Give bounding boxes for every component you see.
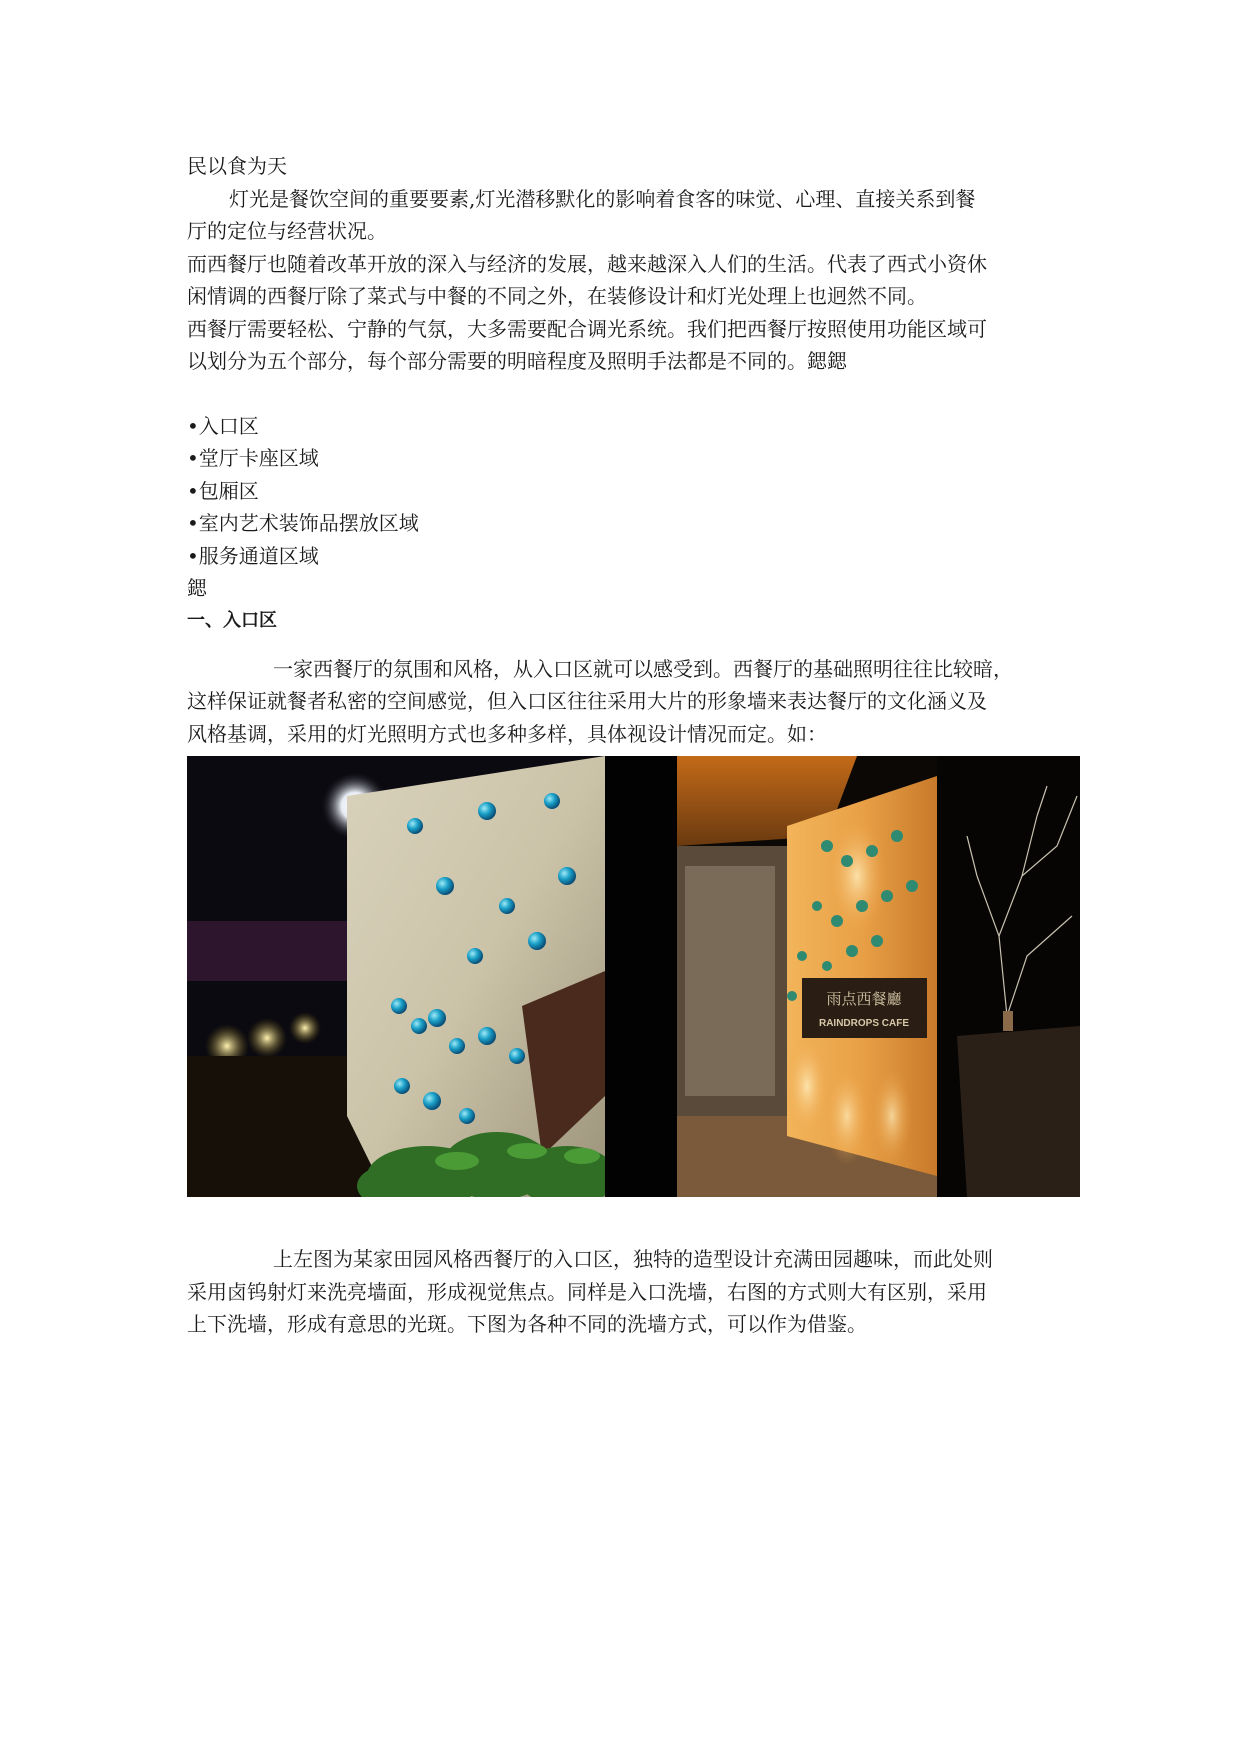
section-paragraph-line: 这样保证就餐者私密的空间感觉，但入口区往往采用大片的形象墙来表达餐厅的文化涵义及 — [187, 689, 987, 713]
separator-glyph: 鍶 — [187, 576, 207, 600]
intro-line: 而西餐厅也随着改革开放的深入与经济的发展，越来越深入人们的生活。代表了西式小资休 — [187, 251, 987, 276]
section-paragraph-line: 一家西餐厅的氛围和风格，从入口区就可以感受到。西餐厅的基础照明往往比较暗， — [273, 656, 1013, 681]
area-list-item: •包厢区 — [187, 478, 259, 503]
area-list-item: •室内艺术装饰品摆放区域 — [187, 511, 419, 535]
cafe-sign-cn: 雨点西餐廳 — [826, 991, 902, 1008]
section-heading: 一、入口区 — [187, 609, 277, 631]
doc-title: 民以食为天 — [187, 154, 287, 178]
cafe-sign-en: RAINDROPS CAFE — [818, 1018, 910, 1029]
intro-line: 灯光是餐饮空间的重要要素,灯光潜移默化的影响着食客的味觉、心理、直接关系到餐 — [229, 186, 976, 211]
intro-line: 以划分为五个部分，每个部分需要的明暗程度及照明手法都是不同的。鍶鍶 — [187, 349, 847, 373]
area-list-item: •入口区 — [187, 413, 259, 438]
caption-line: 采用卤钨射灯来洗亮墙面，形成视觉焦点。同样是入口洗墙，右图的方式则大有区别，采用 — [187, 1279, 987, 1304]
entrance-photos — [187, 756, 1080, 1197]
section-paragraph-line: 风格基调，采用的灯光照明方式也多种多样，具体视设计情况而定。如： — [187, 721, 827, 746]
intro-line: 西餐厅需要轻松、宁静的气氛，大多需要配合调光系统。我们把西餐厅按照使用功能区域可 — [187, 316, 987, 341]
blank-line — [187, 378, 1087, 410]
intro-line: 厅的定位与经营状况。 — [187, 219, 387, 243]
photo-garden-entrance — [187, 756, 605, 1197]
area-list-item: •堂厅卡座区域 — [187, 446, 319, 470]
intro-line: 闲情调的西餐厅除了菜式与中餐的不同之外，在装修设计和灯光处理上也迥然不同。 — [187, 284, 927, 308]
caption-line: 上左图为某家田园风格西餐厅的入口区，独特的造型设计充满田园趣味，而此处则 — [273, 1247, 993, 1271]
caption-line: 上下洗墙，形成有意思的光斑。下图为各种不同的洗墙方式，可以作为借鉴。 — [187, 1312, 867, 1336]
area-list-item: •服务通道区域 — [187, 543, 319, 568]
document-body — [187, 150, 1087, 1341]
area-list — [187, 410, 1087, 573]
photo-divider — [605, 756, 677, 1197]
photo-cafe-entrance — [677, 756, 1080, 1197]
